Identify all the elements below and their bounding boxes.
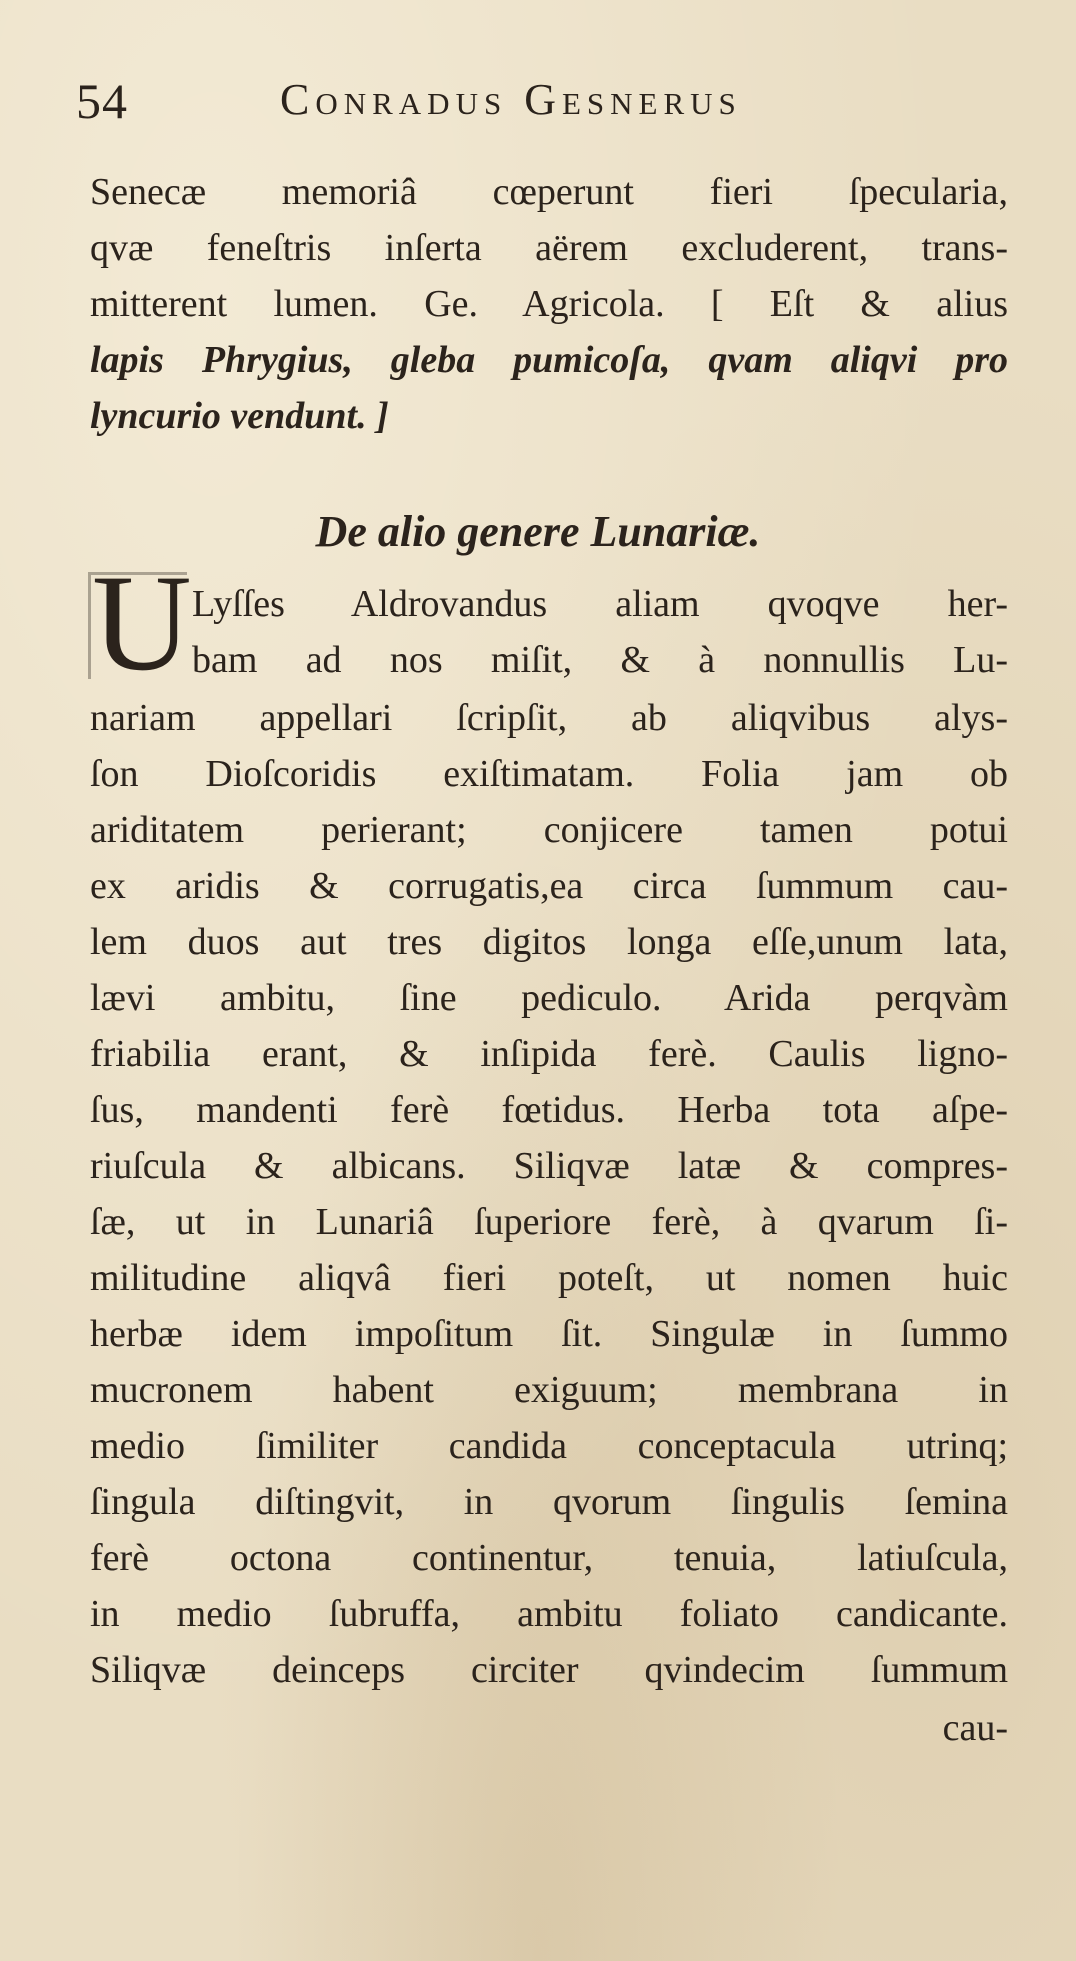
text-line: lævi ambitu, ſine pediculo. Arida perqvàm <box>90 977 1008 1019</box>
text-line: ſæ, ut in Lunariâ ſuperiore ferè, à qvarum ſi- <box>90 1201 1008 1243</box>
main-paragraph <box>90 690 1008 1698</box>
text-line: qvæ feneſtris inſerta aërem excluderent, trans- <box>90 227 1008 269</box>
text-line: riuſcula & albicans. Siliqvæ latæ & compres- <box>90 1145 1008 1187</box>
text-line: herbæ idem impoſitum ſit. Singulæ in ſummo <box>90 1313 1008 1355</box>
text-line: ariditatem perierant; conjicere tamen potui <box>90 809 1008 851</box>
text-line: Senecæ memoriâ cœperunt fieri ſpecularia, <box>90 171 1008 213</box>
drop-cap-lines <box>192 576 1008 688</box>
running-title: Conradus Gesnerus <box>280 75 742 124</box>
text-line: lem duos aut tres digitos longa eſſe,unum lata, <box>90 921 1008 963</box>
top-paragraph <box>90 164 1008 444</box>
text-line: in medio ſubruffa, ambitu foliato candicante. <box>90 1593 1008 1635</box>
text-line: ex aridis & corrugatis,ea circa ſummum cau- <box>90 865 1008 907</box>
text-line: nariam appellari ſcripſit, ab aliqvibus alys- <box>90 697 1008 739</box>
text-line: Siliqvæ deinceps circiter qvindecim ſummum <box>90 1649 1008 1691</box>
text-line: medio ſimiliter candida conceptacula utrinq; <box>90 1425 1008 1467</box>
text-line: bam ad nos miſit, & à nonnullis Lu- <box>192 639 1008 681</box>
text-line: ferè octona continentur, tenuia, latiuſcula, <box>90 1537 1008 1579</box>
text-line: ſus, mandenti ferè fœtidus. Herba tota aſpe- <box>90 1089 1008 1131</box>
text-line: lyncurio vendunt. ] <box>90 395 389 437</box>
section-heading: De alio genere Lunariæ. <box>315 507 761 556</box>
text-line: mitterent lumen. Ge. Agricola. [ Eſt & alius <box>90 283 1008 325</box>
drop-cap: U <box>92 546 192 699</box>
text-line: ſingula diſtingvit, in qvorum ſingulis ſemina <box>90 1481 1008 1523</box>
text-line: Lyſſes Aldrovandus aliam qvoqve her- <box>192 583 1008 625</box>
text-line: mucronem habent exiguum; membrana in <box>90 1369 1008 1411</box>
running-head <box>76 72 896 132</box>
page-number: 54 <box>76 73 128 129</box>
text-line: ſon Dioſcoridis exiſtimatam. Folia jam ob <box>90 753 1008 795</box>
text-line: friabilia erant, & inſipida ferè. Caulis ligno- <box>90 1033 1008 1075</box>
text-line: lapis Phrygius, gleba pumicoſa, qvam aliqvi pro <box>90 339 1008 381</box>
catchword: cau- <box>942 1707 1008 1749</box>
text-line: militudine aliqvâ fieri poteſt, ut nomen huic <box>90 1257 1008 1299</box>
